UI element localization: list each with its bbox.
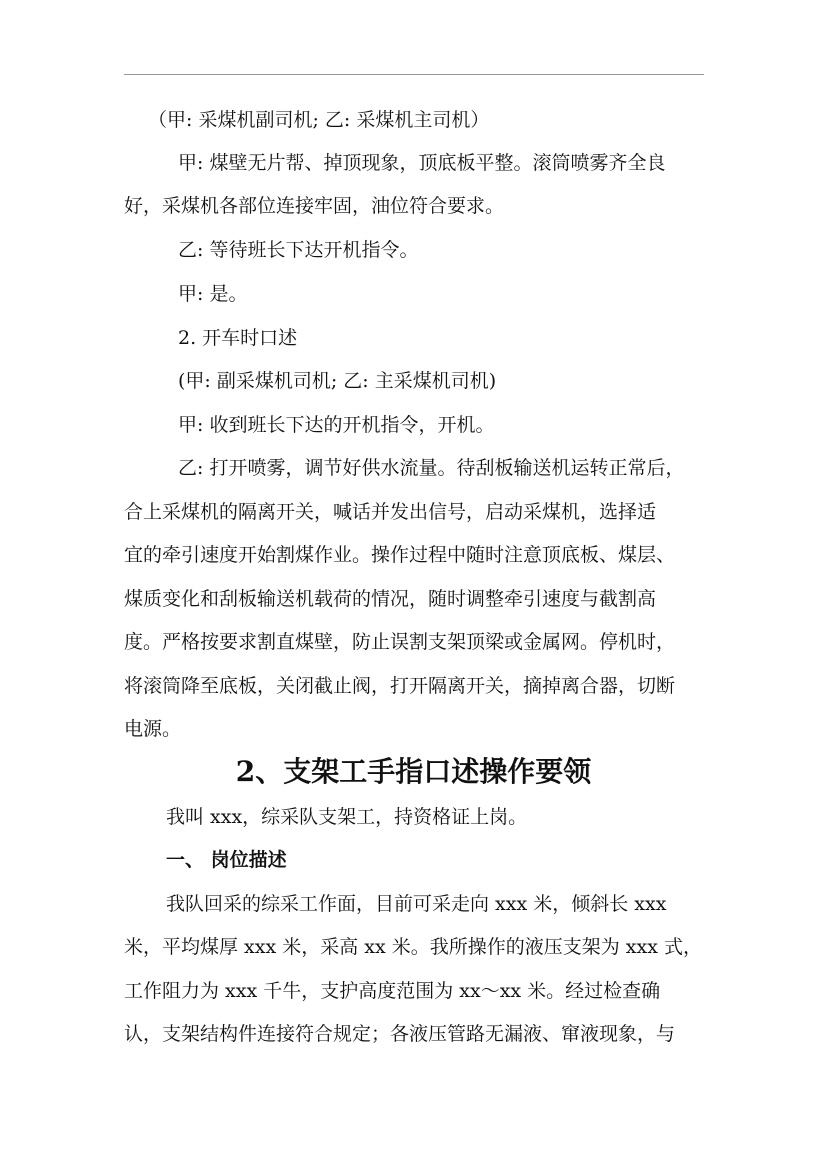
text-line-18: 我队回采的综采工作面，目前可采走向 xxx 米，倾斜长 xxx	[166, 893, 667, 915]
text-line-9: 乙: 打开喷雾，调节好供水流量。待刮板输送机运转正常后，	[178, 457, 685, 479]
subsection-heading: 一、 岗位描述	[166, 849, 287, 871]
header-rule	[124, 74, 704, 75]
text-line-1: （甲: 采煤机副司机; 乙: 采煤机主司机）	[148, 109, 490, 131]
text-line-20: 工作阻力为 xxx 千牛，支护高度范围为 xx～xx 米。经过检查确	[124, 980, 661, 1002]
section-heading: 2、支架工手指口述操作要领	[235, 755, 592, 788]
text-line-11: 宜的牵引速度开始割煤作业。操作过程中随时注意顶底板、煤层、	[124, 544, 676, 566]
text-line-19: 米，平均煤厚 xxx 米，采高 xx 米。我所操作的液压支架为 xxx 式，	[124, 936, 702, 958]
text-line-16: 我叫 xxx，综采队支架工，持资格证上岗。	[166, 806, 528, 828]
text-line-21: 认，支架结构件连接符合规定；各液压管路无漏液、窜液现象，与	[124, 1023, 676, 1045]
text-line-5: 甲: 是。	[178, 283, 248, 305]
text-line-12: 煤质变化和刮板输送机载荷的情况，随时调整牵引速度与截割高	[124, 588, 657, 610]
text-line-3: 好，采煤机各部位连接牢固，油位符合要求。	[124, 195, 505, 217]
text-line-14: 将滚筒降至底板，关闭截止阀，打开隔离开关，摘掉离合器，切断	[124, 675, 676, 697]
text-line-8: 甲: 收到班长下达的开机指令，开机。	[178, 414, 495, 436]
text-line-4: 乙: 等待班长下达开机指令。	[178, 239, 419, 261]
text-line-15: 电源。	[124, 718, 182, 740]
text-line-2: 甲: 煤壁无片帮、掉顶现象，顶底板平整。滚筒喷雾齐全良	[178, 152, 666, 174]
text-line-7: (甲: 副采煤机司机; 乙: 主采煤机司机)	[178, 370, 497, 392]
section-label-driving: 2. 开车时口述	[178, 327, 298, 349]
text-line-13: 度。严格按要求割直煤壁，防止误割支架顶梁或金属网。停机时，	[124, 631, 676, 653]
text-line-10: 合上采煤机的隔离开关，喊话并发出信号，启动采煤机，选择适	[124, 501, 657, 523]
